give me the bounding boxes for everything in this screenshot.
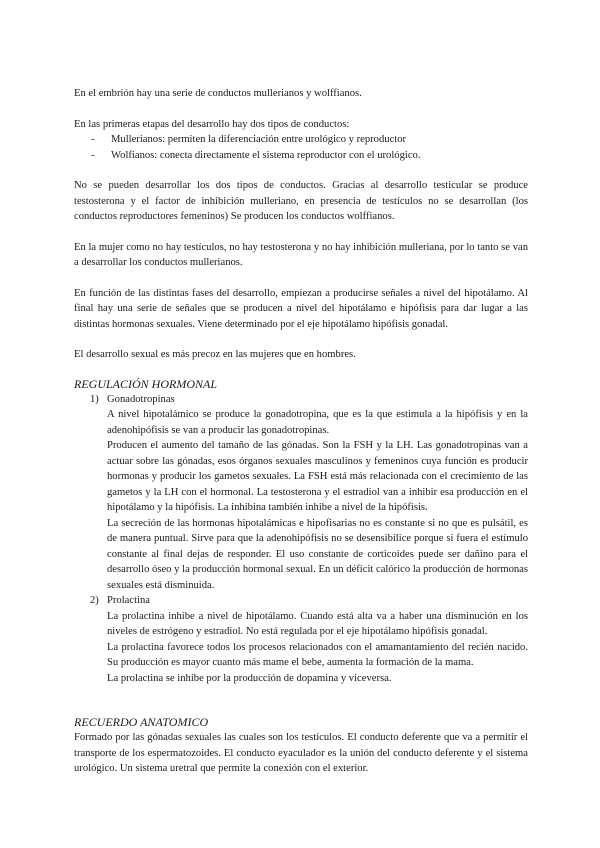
item-paragraph: La prolactina se inhibe por la producción de dopamina y viceversa. — [107, 672, 392, 684]
intro-paragraph: En el embrión hay una serie de conductos mullerianos y wolffianos. — [74, 88, 362, 99]
item-paragraph: La secreción de las hormonas hipotalámicas e hipofisarias no es constante si no que es pulsátil, es de manera puntual. Sirve para que la adenohipófisis no se desensibilice porque si fuera el estímulo constante al final dejas de responder. El uso constante de corticoides puede ser dañino para el desarrollo óseo y la producción hormonal sexual. En un déficit calórico la producción de hormonas sexuales está disminuida. — [107, 517, 528, 591]
section-heading: REGULACIÓN HORMONAL — [74, 376, 217, 391]
item-title: Prolactina — [107, 595, 150, 606]
list-item: 1) Gonadotropinas A nivel hipotalámico se produce la gonadotropina, que es la que estimula a la hipófisis y en la adenohipófisis se van a producir las gonadotropinas. Producen el aumento del tamaño de las gónadas. Son la FSH y la LH. Las gonadotropinas van a actuar sobre las gónadas, esos órganos sexuales masculinos y femeninos cuya función es producir hormonas y producir los gametos sexuales. La FSH está más relacionada con el crecimiento de las gametos y la LH con el hormonal. La testosterona y el estradiol van a inhibir esa producción en el hipotálamo y la hipófisis. La inhibina también inhibe a nivel de la hipófisis. La secreción de las hormonas hipotalámicas e hipofisarias no es constante si no que es pulsátil, es de manera puntual. Sirve para que la adenohipófisis no se desensibilice porque si fuera el estímulo constante al final dejas de responder. El uso constante de corticoides puede ser dañino para el desarrollo óseo y la producción hormonal sexual. En un déficit calórico la producción de hormonas sexuales está disminuida. — [74, 392, 528, 594]
intro-paragraph: En las primeras etapas del desarrollo hay dos tipos de conductos: — [74, 118, 350, 130]
conductos-list — [74, 132, 528, 163]
list-item: - Mullerianos: permiten la diferenciación entre urológico y reproductor — [74, 132, 528, 148]
section-paragraph: Formado por las gónadas sexuales las cuales son los testículos. El conducto deferente que va a permitir el transporte de los espermatozoides. El conducto eyaculador es la unión del conducto deferente y el sistema urológico. Un sistema uretral que permite la conexión con el exterior. — [74, 732, 528, 774]
item-paragraph: La prolactina inhibe a nivel de hipotálamo. Cuando está alta va a haber una disminución en los niveles de estrógeno y estradiol. No está regulada por el eje hipotálamo hipófisis gonadal. — [107, 610, 528, 637]
list-item: 2) Prolactina La prolactina inhibe a nivel de hipotálamo. Cuando está alta va a haber una disminución en los niveles de estrógeno y estradiol. No está regulada por el eje hipotálamo hipófisis gonadal. La prolactina favorece todos los procesos relacionados con el amamantamiento del recién nacido. Su producción es mayor cuanto más mame el bebe, aumenta la formación de la mama. La prolactina se inhibe por la producción de dopamina y viceversa. — [74, 593, 528, 686]
bullet-dash: - — [91, 134, 95, 145]
item-paragraph: A nivel hipotalámico se produce la gonadotropina, que es la que estimula a la hipófisis y en la adenohipófisis se van a producir las gonadotropinas. — [107, 409, 528, 436]
item-paragraph: Producen el aumento del tamaño de las gónadas. Son la FSH y la LH. Las gonadotropinas van a actuar sobre las gónadas, esos órganos sexuales masculinos y femeninos cuya función es producir hormonas y producir los gametos sexuales. La FSH está más relacionada con el crecimiento de las gametos y la LH con el hormonal. La testosterona y el estradiol van a inhibir esa producción en el hipotálamo y la hipófisis. La inhibina también inhibe a nivel de la hipófisis. — [107, 440, 528, 513]
intro-paragraph: El desarrollo sexual es más precoz en las mujeres que en hombres. — [74, 349, 356, 360]
item-title: Gonadotropinas — [107, 393, 175, 405]
section-heading: RECUERDO ANATOMICO — [74, 715, 209, 729]
item-paragraph: La prolactina favorece todos los procesos relacionados con el amamantamiento del recién nacido. Su producción es mayor cuanto más mame el bebe, aumenta la formación de la mama. — [107, 641, 528, 668]
intro-paragraph: En función de las distintas fases del desarrollo, empiezan a producirse señales a nivel del hipotálamo. Al final hay una serie de señales que se producen a nivel del hipotálamo e hipófisis para dar lugar a las distintas hormonas sexuales. Viene determinado por el eje hipotálamo hipófisis gonadal. — [74, 287, 528, 330]
bullet-dash: - — [91, 149, 95, 161]
regulacion-list — [74, 392, 528, 687]
intro-paragraph: No se pueden desarrollar los dos tipos de conductos. Gracias al desarrollo testicular se produce testosterona y el factor de inhibición mulleriano, en presencia de testículos no se desarrollan (los conductos reproductores femeninos) Se producen los conductos wolffianos. — [74, 180, 528, 222]
intro-paragraph: En la mujer como no hay testículos, no hay testosterona y no hay inhibición mulleriana, por lo tanto se van a desarrollar los conductos mullerianos. — [74, 241, 528, 268]
list-item: - Wolfianos: conecta directamente el sistema reproductor con el urológico. — [74, 148, 528, 164]
